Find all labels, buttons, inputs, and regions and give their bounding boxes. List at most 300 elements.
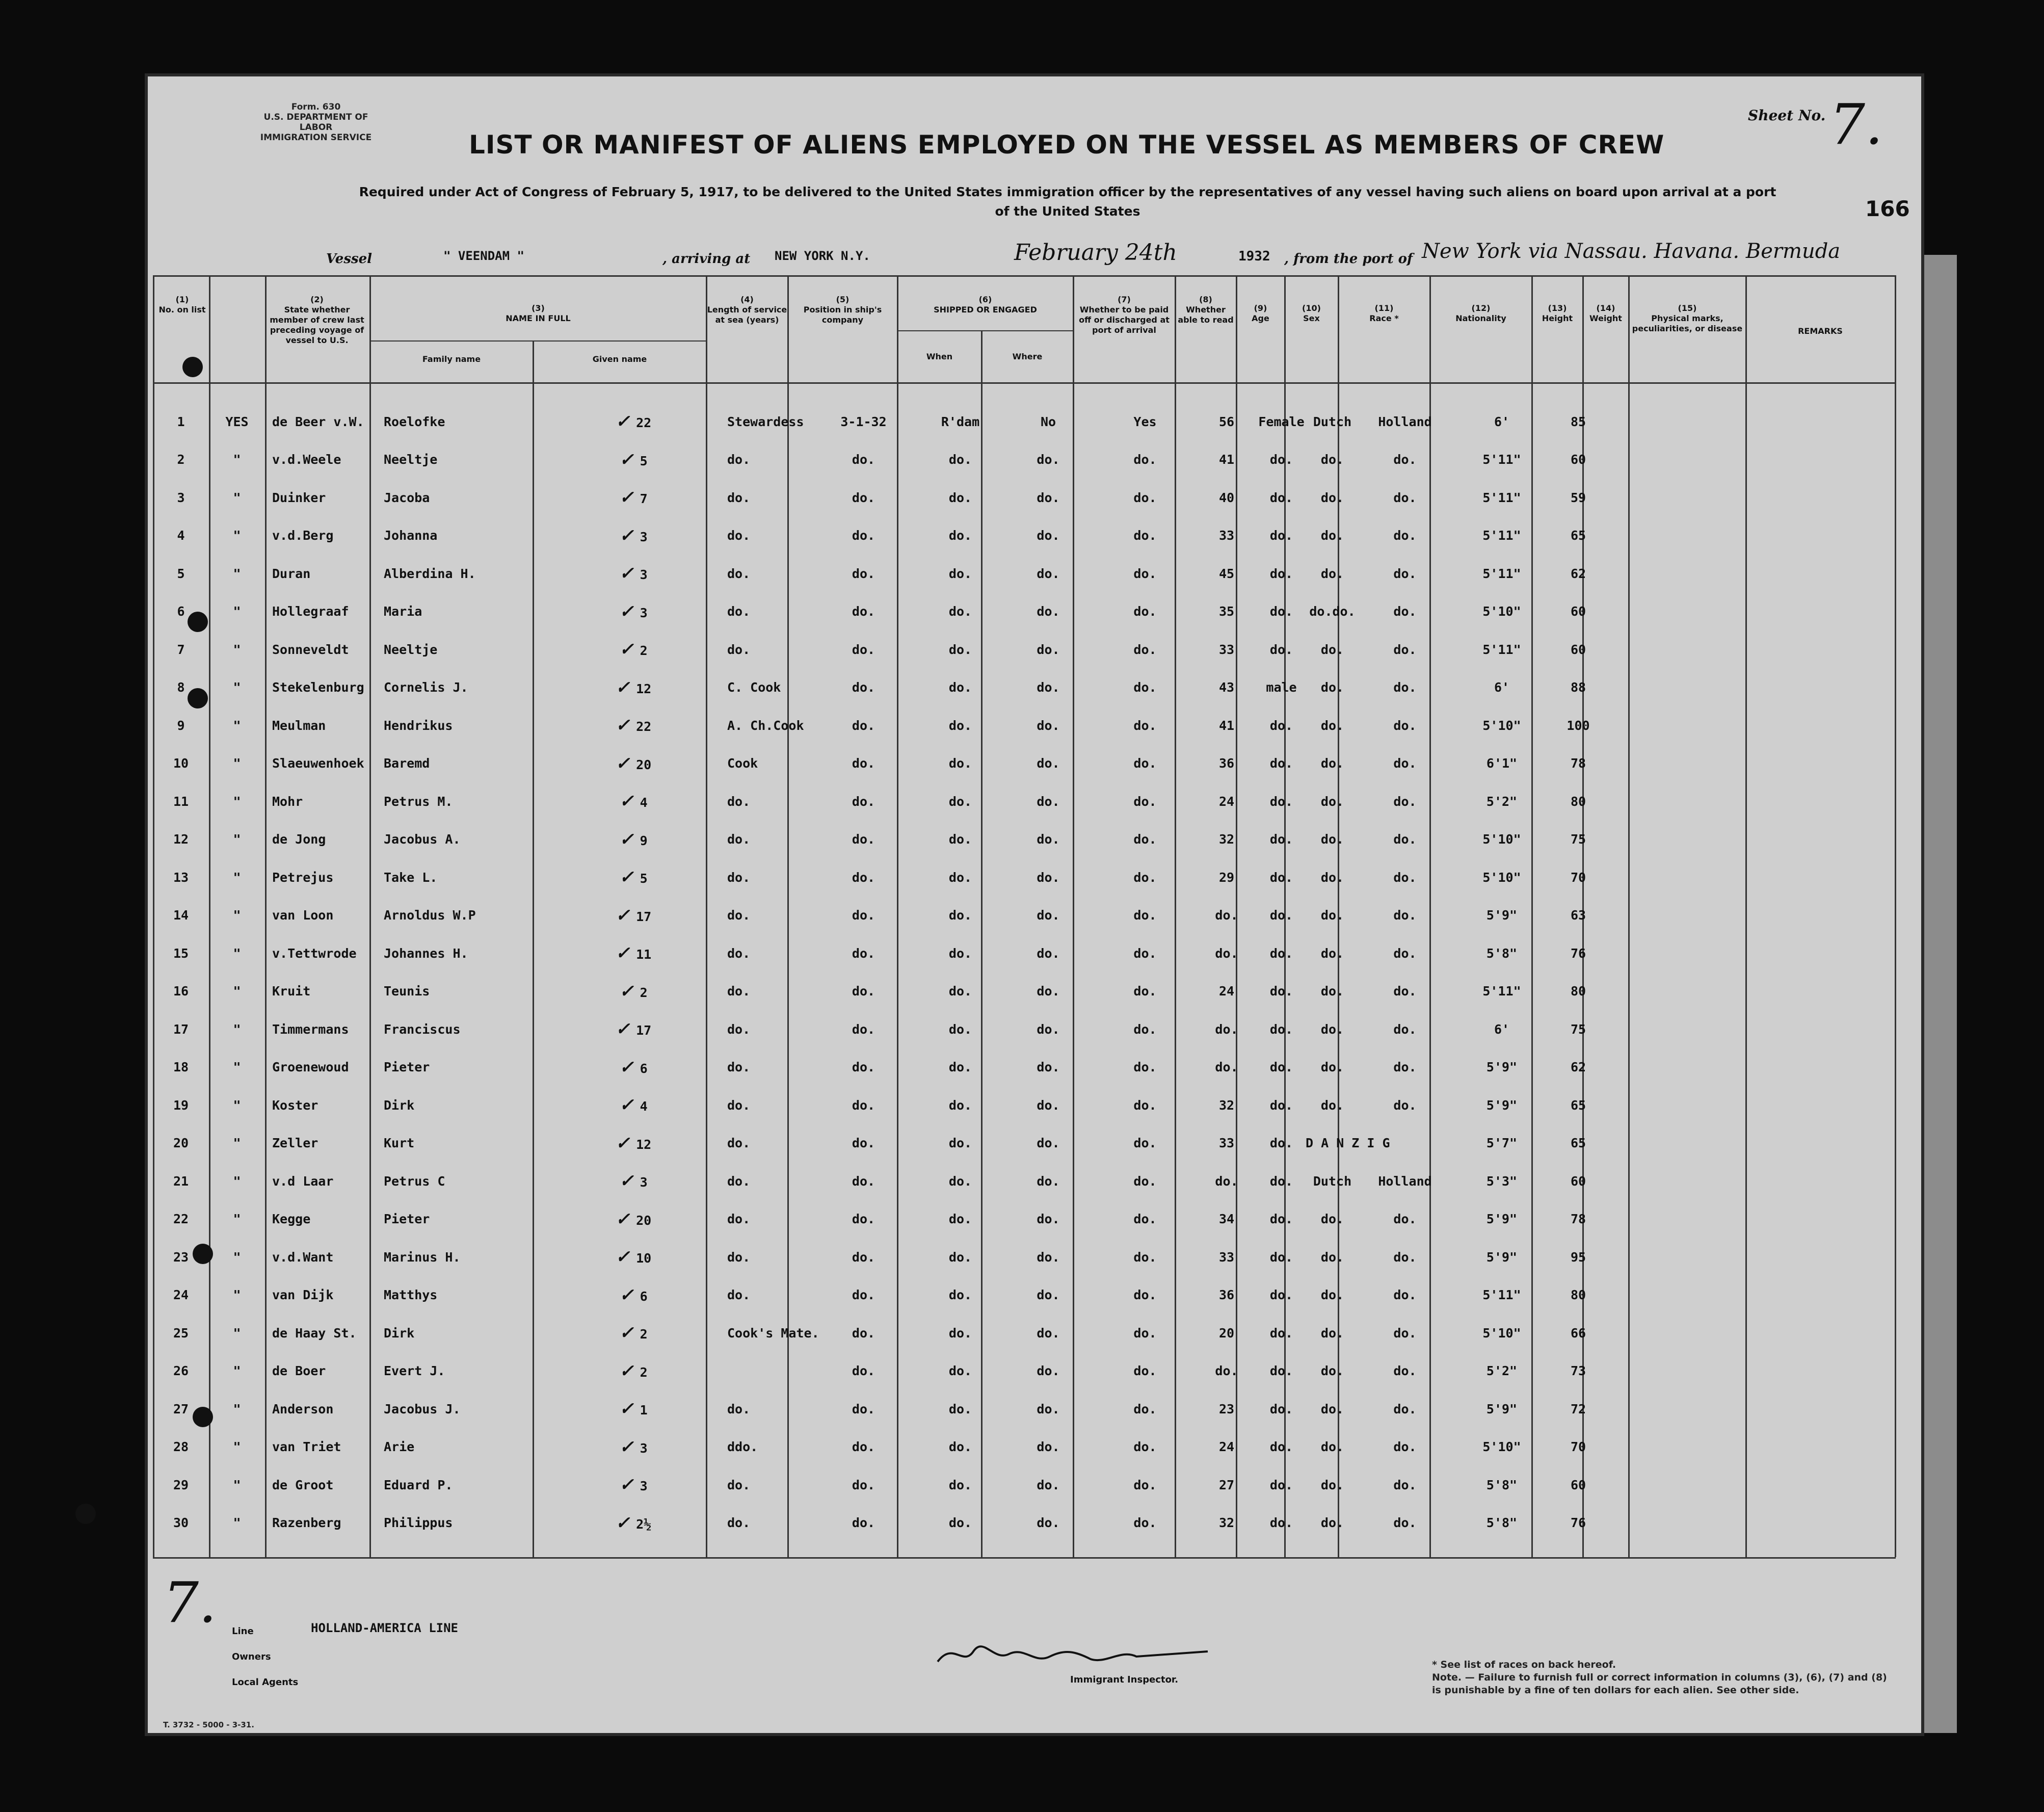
cell-age: 33 <box>1218 528 1235 543</box>
cell-height: 5'10" <box>1482 1325 1521 1341</box>
table-row <box>153 1200 1604 1239</box>
cell-where: do. <box>948 1363 972 1379</box>
cell-where: do. <box>948 794 972 809</box>
cell-weight: 65 <box>1570 1097 1586 1113</box>
cell-read: do. <box>1133 984 1157 999</box>
cell-no: 10 <box>173 756 189 771</box>
checkmark-icon: ✓ <box>615 1209 636 1229</box>
cell-read: do. <box>1133 1212 1157 1227</box>
cell-age: 34 <box>1218 1212 1235 1227</box>
cell-given: Hendrikus <box>384 718 453 733</box>
cell-weight: 65 <box>1570 528 1586 543</box>
arrival-port: NEW YORK N.Y. <box>775 249 870 263</box>
cell-weight: 70 <box>1570 1439 1586 1455</box>
cell-no: 29 <box>173 1477 189 1492</box>
cell-height: 5'2" <box>1486 1363 1518 1379</box>
checkmark-icon: ✓ <box>619 601 640 622</box>
cell-paid: do. <box>1037 1021 1060 1037</box>
cell-read: do. <box>1133 1249 1157 1265</box>
cell-sex: Female <box>1258 414 1305 429</box>
cell-position: do. <box>727 1136 751 1151</box>
cell-nationality: do. <box>1393 642 1417 657</box>
cell-where: do. <box>948 1173 972 1189</box>
cell-crew: " <box>233 794 241 809</box>
cell-position: do. <box>727 1401 751 1416</box>
cell-race: do. <box>1320 832 1344 847</box>
cell-read: do. <box>1133 756 1157 771</box>
cell-given: Roelofke <box>384 414 445 429</box>
department-name: U.S. DEPARTMENT OF LABOR <box>263 112 368 133</box>
cell-position: do. <box>727 528 751 543</box>
cell-age: 40 <box>1218 490 1235 505</box>
checkmark-icon: ✓ <box>619 1399 640 1420</box>
arrival-year: 1932 <box>1238 249 1270 264</box>
cell-no: 22 <box>173 1212 189 1227</box>
cell-crew: YES <box>225 414 249 429</box>
cell-read: do. <box>1133 642 1157 657</box>
cell-read: do. <box>1133 1173 1157 1189</box>
cell-paid: do. <box>1037 870 1060 885</box>
cell-nationality: do. <box>1393 946 1417 961</box>
cell-nationality: do. <box>1393 1212 1417 1227</box>
cell-race: do. <box>1320 984 1344 999</box>
binder-hole <box>188 688 208 708</box>
cell-paid: do. <box>1037 718 1060 733</box>
line-label: Line <box>232 1626 254 1637</box>
cell-family: Zeller <box>272 1136 318 1151</box>
cell-given: Maria <box>384 604 422 619</box>
cell-height: 5'9" <box>1486 908 1518 923</box>
cell-paid: No <box>1040 414 1056 429</box>
service-years: 3 <box>640 1440 648 1456</box>
cell-service <box>547 555 720 593</box>
cell-height: 5'10" <box>1482 604 1521 619</box>
cell-when: do. <box>852 1021 875 1037</box>
cell-family: Meulman <box>272 718 326 733</box>
cell-family: Duinker <box>272 490 326 505</box>
cell-position: do. <box>727 870 751 885</box>
cell-weight: 80 <box>1570 984 1586 999</box>
cell-where: do. <box>948 984 972 999</box>
cell-weight: 73 <box>1570 1363 1586 1379</box>
table-row <box>153 821 1604 859</box>
cell-weight: 63 <box>1570 908 1586 923</box>
cell-nationality: do. <box>1393 1439 1417 1455</box>
cell-race: do. <box>1320 1477 1344 1492</box>
cell-paid: do. <box>1037 1439 1060 1455</box>
cell-family: Koster <box>272 1097 318 1113</box>
cell-given: Dirk <box>384 1325 415 1341</box>
cell-position: do. <box>727 452 751 467</box>
cell-height: 5'10" <box>1482 1439 1521 1455</box>
cell-no: 6 <box>177 604 185 619</box>
cell-sex: do. <box>1269 1021 1293 1037</box>
cell-read: do. <box>1133 1288 1157 1303</box>
table-row <box>153 1238 1604 1276</box>
service-years: 2 <box>640 643 648 659</box>
cell-no: 23 <box>173 1249 189 1265</box>
cell-age: 27 <box>1218 1477 1235 1492</box>
cell-race: do. <box>1320 528 1344 543</box>
cell-height: 6' <box>1494 1021 1510 1037</box>
cell-service <box>547 669 720 707</box>
cell-position: do. <box>727 642 751 657</box>
cell-race: do. <box>1320 1249 1344 1265</box>
cell-height: 5'8" <box>1486 946 1518 961</box>
cell-when: do. <box>852 604 875 619</box>
cell-service <box>547 1086 720 1124</box>
cell-service <box>547 897 720 935</box>
cell-race: do. <box>1320 946 1344 961</box>
cell-weight: 59 <box>1570 490 1586 505</box>
table-row <box>153 745 1604 783</box>
cell-when: do. <box>852 718 875 733</box>
cell-nationality: do. <box>1393 870 1417 885</box>
cell-when: do. <box>852 1439 875 1455</box>
cell-sex: do. <box>1269 1363 1293 1379</box>
cell-service <box>547 1390 720 1428</box>
cell-family: van Triet <box>272 1439 341 1455</box>
cell-service <box>547 479 720 517</box>
cell-position <box>720 1352 809 1390</box>
table-row <box>153 1466 1604 1504</box>
cell-sex: do. <box>1269 984 1293 999</box>
cell-when: do. <box>852 452 875 467</box>
cell-height: 5'10" <box>1482 718 1521 733</box>
sheet-number: 7. <box>1829 92 1883 157</box>
cell-position: do. <box>727 604 751 619</box>
cell-age: 32 <box>1218 1515 1235 1531</box>
cell-paid: do. <box>1037 604 1060 619</box>
service-years: 22 <box>636 415 652 431</box>
cell-nationality: do. <box>1393 1288 1417 1303</box>
cell-sex: male <box>1266 680 1297 695</box>
cell-sex: do. <box>1269 946 1293 961</box>
col-age-header: (9) Age <box>1252 303 1269 323</box>
cell-when: do. <box>852 908 875 923</box>
cell-weight: 60 <box>1570 1477 1586 1492</box>
cell-weight: 80 <box>1570 794 1586 809</box>
cell-family: Duran <box>272 566 311 581</box>
service-years: 1 <box>640 1403 648 1418</box>
table-row <box>153 1010 1604 1048</box>
cell-height: 5'8" <box>1486 1515 1518 1531</box>
table-row <box>153 593 1604 631</box>
cell-age: 36 <box>1218 1288 1235 1303</box>
cell-no: 14 <box>173 908 189 923</box>
cell-sex: do. <box>1269 1515 1293 1531</box>
races-note: * See list of races on back hereof. <box>1432 1659 1616 1670</box>
line-value: HOLLAND-AMERICA LINE <box>311 1621 458 1635</box>
table-row <box>153 897 1604 935</box>
cell-family: Razenberg <box>272 1515 341 1531</box>
col-height-header: (13) Height <box>1542 303 1573 323</box>
cell-position: do. <box>727 1288 751 1303</box>
cell-age: do. <box>1215 1363 1238 1379</box>
cell-service <box>547 517 720 555</box>
cell-weight: 60 <box>1570 1173 1586 1189</box>
footer-sheet-mark: 7. <box>163 1570 217 1635</box>
cell-family: van Dijk <box>272 1288 334 1303</box>
cell-paid: do. <box>1037 452 1060 467</box>
cell-no: 18 <box>173 1060 189 1075</box>
required-text-2: of the United States <box>995 204 1140 219</box>
cell-height: 5'11" <box>1482 642 1521 657</box>
cell-position: ddo. <box>727 1439 758 1455</box>
cell-nationality: do. <box>1393 1249 1417 1265</box>
service-years: 22 <box>636 719 652 734</box>
col-physical-header: (15) Physical marks, peculiarities, or disease <box>1632 303 1743 333</box>
cell-race: do. <box>1320 1325 1344 1341</box>
cell-weight: 72 <box>1570 1401 1586 1416</box>
cell-crew: " <box>233 1097 241 1113</box>
cell-position: Stewardess <box>727 414 804 429</box>
cell-where: do. <box>948 946 972 961</box>
service-years: 10 <box>636 1251 652 1266</box>
checkmark-icon: ✓ <box>619 1436 640 1457</box>
cell-service <box>547 1428 720 1466</box>
cell-when: do. <box>852 1288 875 1303</box>
cell-sex: do. <box>1269 1060 1293 1075</box>
cell-weight: 66 <box>1570 1325 1586 1341</box>
cell-where: do. <box>948 1515 972 1531</box>
cell-crew: " <box>233 1173 241 1189</box>
cell-weight: 88 <box>1570 680 1586 695</box>
checkmark-icon: ✓ <box>615 1019 636 1040</box>
cell-crew: " <box>233 1439 241 1455</box>
cell-given: Neeltje <box>384 642 438 657</box>
cell-crew: " <box>233 528 241 543</box>
cell-crew: " <box>233 1288 241 1303</box>
cell-no: 9 <box>177 718 185 733</box>
cell-paid: do. <box>1037 490 1060 505</box>
cell-sex: do. <box>1269 1401 1293 1416</box>
table-row <box>153 555 1604 593</box>
cell-position: do. <box>727 1173 751 1189</box>
cell-position: Cook <box>727 756 758 771</box>
cell-no: 7 <box>177 642 185 657</box>
cell-no: 4 <box>177 528 185 543</box>
inspector-signature <box>933 1636 1218 1672</box>
checkmark-icon: ✓ <box>615 1133 636 1153</box>
col-divider <box>1745 275 1747 1557</box>
col-position-header: (5) Position in ship's company <box>803 295 882 325</box>
cell-age: do. <box>1215 908 1238 923</box>
cell-paid: do. <box>1037 1288 1060 1303</box>
col-when-header: When <box>926 352 953 361</box>
cell-where: do. <box>948 642 972 657</box>
table-row <box>153 1048 1604 1087</box>
cell-when: do. <box>852 1249 875 1265</box>
cell-where: do. <box>948 1439 972 1455</box>
cell-no: 28 <box>173 1439 189 1455</box>
cell-no: 25 <box>173 1325 189 1341</box>
cell-weight: 85 <box>1570 414 1586 429</box>
service-years: 17 <box>636 909 652 924</box>
cell-sex: do. <box>1269 452 1293 467</box>
cell-given: Eduard P. <box>384 1477 453 1492</box>
cell-family: Hollegraaf <box>272 604 349 619</box>
cell-given: Neeltje <box>384 452 438 467</box>
table-right-border <box>1895 275 1896 1557</box>
cell-paid: do. <box>1037 1173 1060 1189</box>
cell-height: 5'10" <box>1482 870 1521 885</box>
cell-paid: do. <box>1037 1363 1060 1379</box>
cell-when: do. <box>852 1212 875 1227</box>
cell-sex: do. <box>1269 528 1293 543</box>
cell-weight: 62 <box>1570 566 1586 581</box>
cell-where: R'dam <box>941 414 980 429</box>
col-no-header: (1) No. on list <box>158 295 206 314</box>
cell-height: 5'11" <box>1482 566 1521 581</box>
cell-crew: " <box>233 1136 241 1151</box>
binder-hole <box>75 1504 96 1524</box>
cell-crew: " <box>233 984 241 999</box>
cell-height: 5'11" <box>1482 490 1521 505</box>
cell-nationality: do. <box>1393 908 1417 923</box>
cell-race: Dutch <box>1313 1173 1352 1189</box>
cell-service <box>547 1238 720 1276</box>
cell-family: Sonneveldt <box>272 642 349 657</box>
cell-race: do. <box>1320 1097 1344 1113</box>
table-row <box>153 934 1604 973</box>
cell-when: do. <box>852 1363 875 1379</box>
cell-nationality: Holland <box>1378 414 1432 429</box>
cell-age: do. <box>1215 946 1238 961</box>
cell-service <box>547 593 720 631</box>
cell-race: do. <box>1320 1288 1344 1303</box>
cell-nationality: do. <box>1393 1477 1417 1492</box>
cell-crew: " <box>233 1249 241 1265</box>
checkmark-icon: ✓ <box>619 449 640 470</box>
cell-paid: do. <box>1037 794 1060 809</box>
cell-crew: " <box>233 946 241 961</box>
cell-position: do. <box>727 1060 751 1075</box>
cell-given: Cornelis J. <box>384 680 468 695</box>
cell-when: do. <box>852 490 875 505</box>
cell-when: do. <box>852 946 875 961</box>
cell-race: do. <box>1320 1439 1344 1455</box>
cell-age: 32 <box>1218 832 1235 847</box>
cell-weight: 78 <box>1570 1212 1586 1227</box>
cell-weight: 95 <box>1570 1249 1586 1265</box>
checkmark-icon: ✓ <box>619 1284 640 1305</box>
header-bottom-border <box>153 382 1896 384</box>
cell-when: do. <box>852 1515 875 1531</box>
binder-hole <box>193 1407 213 1427</box>
cell-age: 23 <box>1218 1401 1235 1416</box>
cell-race: do. <box>1320 1212 1344 1227</box>
cell-read: do. <box>1133 1439 1157 1455</box>
cell-position: do. <box>727 908 751 923</box>
cell-service <box>547 1010 720 1048</box>
cell-race: do. <box>1320 642 1344 657</box>
table-row <box>153 517 1604 555</box>
cell-height: 5'11" <box>1482 984 1521 999</box>
table-row <box>153 973 1604 1011</box>
cell-crew: " <box>233 832 241 847</box>
cell-race: do. <box>1320 756 1344 771</box>
table-row <box>153 782 1604 821</box>
cell-where: do. <box>948 1021 972 1037</box>
cell-family: Stekelenburg <box>272 680 364 695</box>
vessel-label: Vessel <box>326 251 373 267</box>
cell-read: do. <box>1133 908 1157 923</box>
service-years: 12 <box>636 1137 652 1152</box>
cell-sex: do. <box>1269 1249 1293 1265</box>
cell-sex: do. <box>1269 1136 1293 1151</box>
cell-crew: " <box>233 490 241 505</box>
cell-race: D A N Z I G <box>1306 1136 1390 1151</box>
cell-height: 5'9" <box>1486 1401 1518 1416</box>
cell-nationality: do. <box>1393 1515 1417 1531</box>
cell-where: do. <box>948 528 972 543</box>
cell-crew: " <box>233 1401 241 1416</box>
cell-nationality: do. <box>1393 832 1417 847</box>
cell-race: do. <box>1320 718 1344 733</box>
cell-service <box>547 821 720 859</box>
from-label: , from the port of <box>1284 251 1413 267</box>
table-row <box>153 1086 1604 1124</box>
cell-nationality: do. <box>1393 1097 1417 1113</box>
cell-weight: 62 <box>1570 1060 1586 1075</box>
cell-paid: do. <box>1037 680 1060 695</box>
cell-service <box>547 1352 720 1390</box>
cell-weight: 60 <box>1570 452 1586 467</box>
checkmark-icon: ✓ <box>619 639 640 660</box>
cell-height: 6'1" <box>1486 756 1518 771</box>
table-row <box>153 1276 1604 1315</box>
cell-when: do. <box>852 1097 875 1113</box>
cell-height: 5'2" <box>1486 794 1518 809</box>
cell-weight: 75 <box>1570 832 1586 847</box>
crew-table <box>153 403 1604 1542</box>
cell-service <box>547 1276 720 1315</box>
cell-race: do. <box>1320 870 1344 885</box>
binder-hole <box>193 1244 213 1264</box>
cell-read: do. <box>1133 1325 1157 1341</box>
local-agents-label: Local Agents <box>232 1677 299 1688</box>
checkmark-icon: ✓ <box>615 715 636 736</box>
cell-paid: do. <box>1037 1249 1060 1265</box>
cell-family: Groenewoud <box>272 1060 349 1075</box>
cell-crew: " <box>233 1212 241 1227</box>
cell-age: 24 <box>1218 1439 1235 1455</box>
cell-height: 5'7" <box>1486 1136 1518 1151</box>
cell-race: Dutch <box>1313 414 1352 429</box>
cell-nationality: do. <box>1393 604 1417 619</box>
cell-height: 5'11" <box>1482 1288 1521 1303</box>
cell-where: do. <box>948 1401 972 1416</box>
table-row <box>153 1124 1604 1163</box>
cell-weight: 75 <box>1570 1021 1586 1037</box>
cell-service <box>547 631 720 669</box>
service-years: 2 <box>640 1364 648 1380</box>
cell-service <box>547 1314 720 1352</box>
checkmark-icon: ✓ <box>615 753 636 774</box>
cell-read: do. <box>1133 870 1157 885</box>
cell-age: 33 <box>1218 1249 1235 1265</box>
cell-when: do. <box>852 984 875 999</box>
cell-where: do. <box>948 680 972 695</box>
checkmark-icon: ✓ <box>615 943 636 964</box>
cell-sex: do. <box>1269 1325 1293 1341</box>
cell-crew: " <box>233 1021 241 1037</box>
cell-where: do. <box>948 1249 972 1265</box>
cell-no: 11 <box>173 794 189 809</box>
col-race-header: (11) Race * <box>1369 303 1399 323</box>
service-years: 3 <box>640 567 648 583</box>
